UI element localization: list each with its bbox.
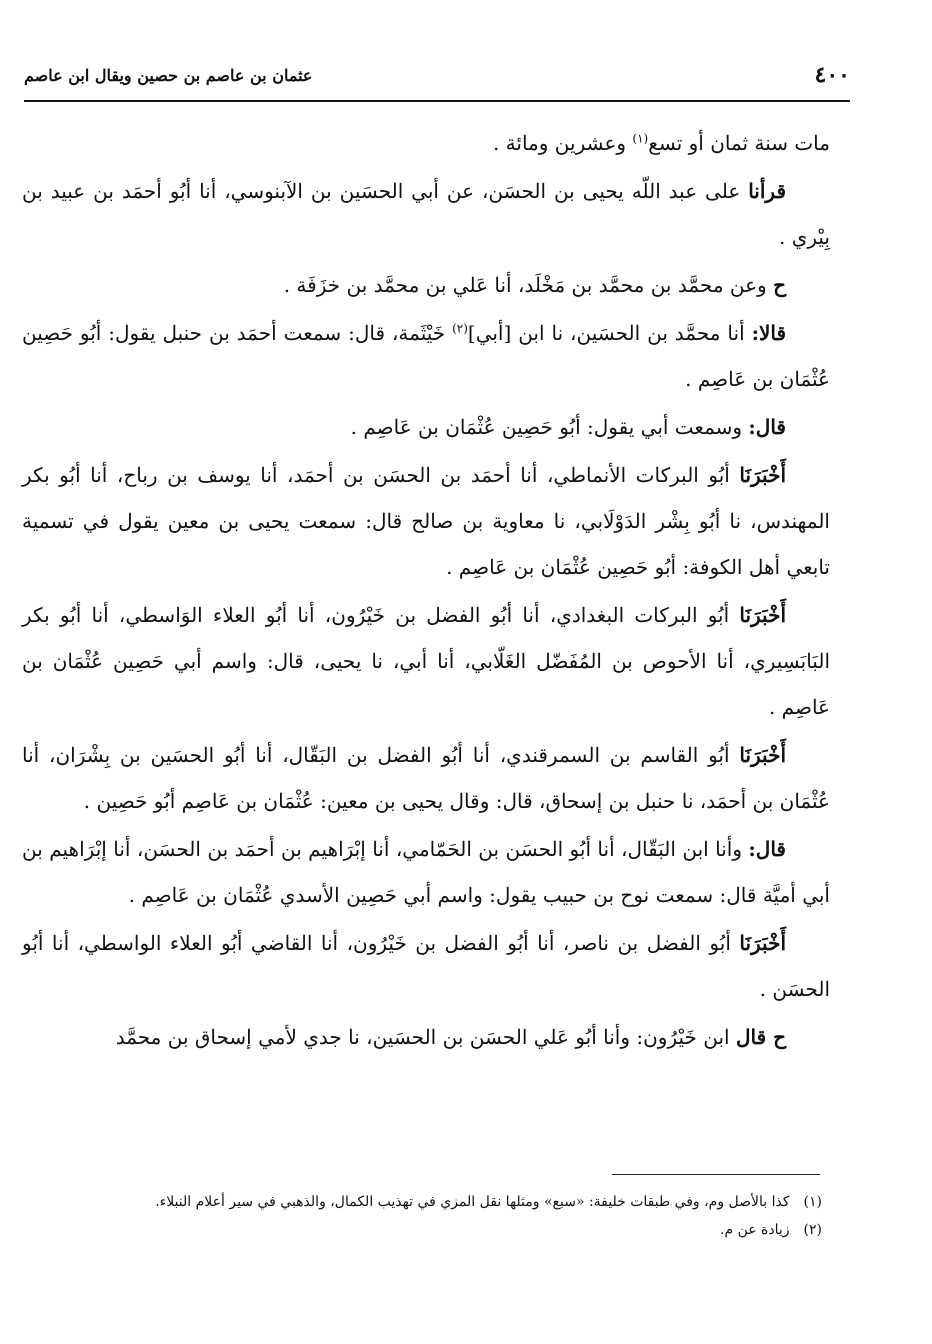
paragraph-text: على عبد اللّه يحيى بن الحسَن، عن أبي الحسَين بن الآبنوسي، أنا أبُو أحمَد بن عبيد بن بِيْري .	[22, 179, 830, 249]
paragraph-text: وسمعت أبي يقول: أبُو حَصِين عُثْمَان بن عَاصِم .	[350, 415, 749, 439]
paragraph-text: أبُو البركات الأنماطي، أنا أحمَد بن الحسَن بن أحمَد، أنا يوسف بن رباح، أنا أبُو بكر المهندس، نا أبُو بِشْر الدَوْلَابي، نا معاوية بن صالح قال: سمعت يحيى بن معين يقول في تسمية تابعي أهل الكوفة: أبُو حَصِين عُثْمَان بن عَاصِم .	[22, 463, 830, 579]
paragraph-lead: ح قال	[735, 1025, 786, 1049]
footnote	[22, 1188, 822, 1216]
paragraph-text: أنا محمَّد بن الحسَين، نا ابن [أبي]	[467, 321, 752, 345]
paragraph-lead: ح	[773, 273, 786, 297]
page-number: ٤٠٠	[814, 62, 850, 88]
paragraph-lead: قال:	[748, 415, 786, 439]
footnote-divider	[612, 1174, 820, 1175]
footnote-text: كذا بالأصل وم، وفي طبقات خليفة: «سبع» ومثلها نقل المزي في تهذيب الكمال، والذهبي في سير أعلام النبلاء.	[155, 1194, 790, 1210]
header-title: عثمان بن عاصم بن حصين ويقال ابن عاصم	[24, 66, 313, 85]
paragraph	[22, 592, 830, 730]
paragraph	[22, 826, 830, 918]
footnote-text: زيادة عن م.	[720, 1222, 790, 1238]
footnote-number: (٢)	[803, 1222, 822, 1238]
paragraph-text: أبُو البركات البغدادي، أنا أبُو الفضل بن خَيْرُون، أنا أبُو العلاء الوَاسطي، أنا أبُو بكر البَابَسِيري، أنا الأحوص بن المُفَضّل الغَلّابي، أنا أبي، نا يحيى، قال: واسم أبي حَصِين عُثْمَان بن عَاصِم .	[22, 603, 830, 719]
footnote-number: (١)	[803, 1194, 822, 1210]
paragraph	[22, 732, 830, 824]
paragraph-text: أبُو القاسم بن السمرقندي، أنا أبُو الفضل بن البَقّال، أنا أبُو الحسَين بن بِشْرَان، أنا عُثْمَان بن أحمَد، نا حنبل بن إسحاق، قال: وقال يحيى بن معين: عُثْمَان بن عَاصِم أبُو حَصِين .	[22, 743, 830, 813]
running-header	[24, 60, 850, 102]
paragraph-lead: قرأنا	[748, 179, 786, 203]
paragraph-text-cont: خَيْثَمة، قال: سمعت أحمَد بن حنبل يقول: أبُو حَصِين عُثْمَان بن عَاصِم .	[22, 321, 830, 391]
paragraph-text: مات سنة ثمان أو تسع	[648, 131, 830, 155]
paragraph-lead: أَخْبَرَنَا	[739, 463, 786, 487]
paragraph	[22, 310, 830, 402]
paragraph	[22, 920, 830, 1012]
paragraph	[22, 404, 830, 450]
paragraph-lead: أَخْبَرَنَا	[739, 931, 786, 955]
paragraph	[22, 120, 830, 166]
paragraph-lead: أَخْبَرَنَا	[739, 743, 786, 767]
paragraph	[22, 452, 830, 590]
footnote-marker: (١)	[632, 131, 649, 146]
paragraph-lead: أَخْبَرَنَا	[739, 603, 786, 627]
footnote	[22, 1216, 822, 1244]
paragraph-lead: قالا:	[751, 321, 787, 345]
paragraph	[22, 262, 830, 308]
paragraph-text: ابن خَيْرُون: وأنا أبُو عَلي الحسَن بن الحسَين، نا جدي لأمي إسحاق بن محمَّد	[115, 1025, 736, 1049]
main-text	[22, 120, 830, 1062]
paragraph-text: أبُو الفضل بن ناصر، أنا أبُو الفضل بن خَيْرُون، أنا القاضي أبُو العلاء الواسطي، أنا أبُو الحسَن .	[22, 931, 830, 1001]
paragraph-text-cont: وعشرين ومائة .	[492, 131, 633, 155]
footnote-marker: (٢)	[452, 321, 468, 336]
footnotes	[22, 1188, 822, 1244]
paragraph	[22, 1014, 830, 1060]
paragraph-text: وعن محمَّد بن محمَّد بن مَخْلَد، أنا عَلي بن محمَّد بن خزَفَة .	[283, 273, 774, 297]
paragraph-lead: قال:	[748, 837, 786, 861]
paragraph-text: وأنا ابن البَقّال، أنا أبُو الحسَن بن الحَمّامي، أنا إبْرَاهيم بن أحمَد بن الحسَن، أنا إبْرَاهيم بن أبي أميَّة قال: سمعت نوح بن حبيب يقول: واسم أبي حَصِين الأسدي عُثْمَان بن عَاصِم .	[22, 837, 830, 907]
paragraph	[22, 168, 830, 260]
